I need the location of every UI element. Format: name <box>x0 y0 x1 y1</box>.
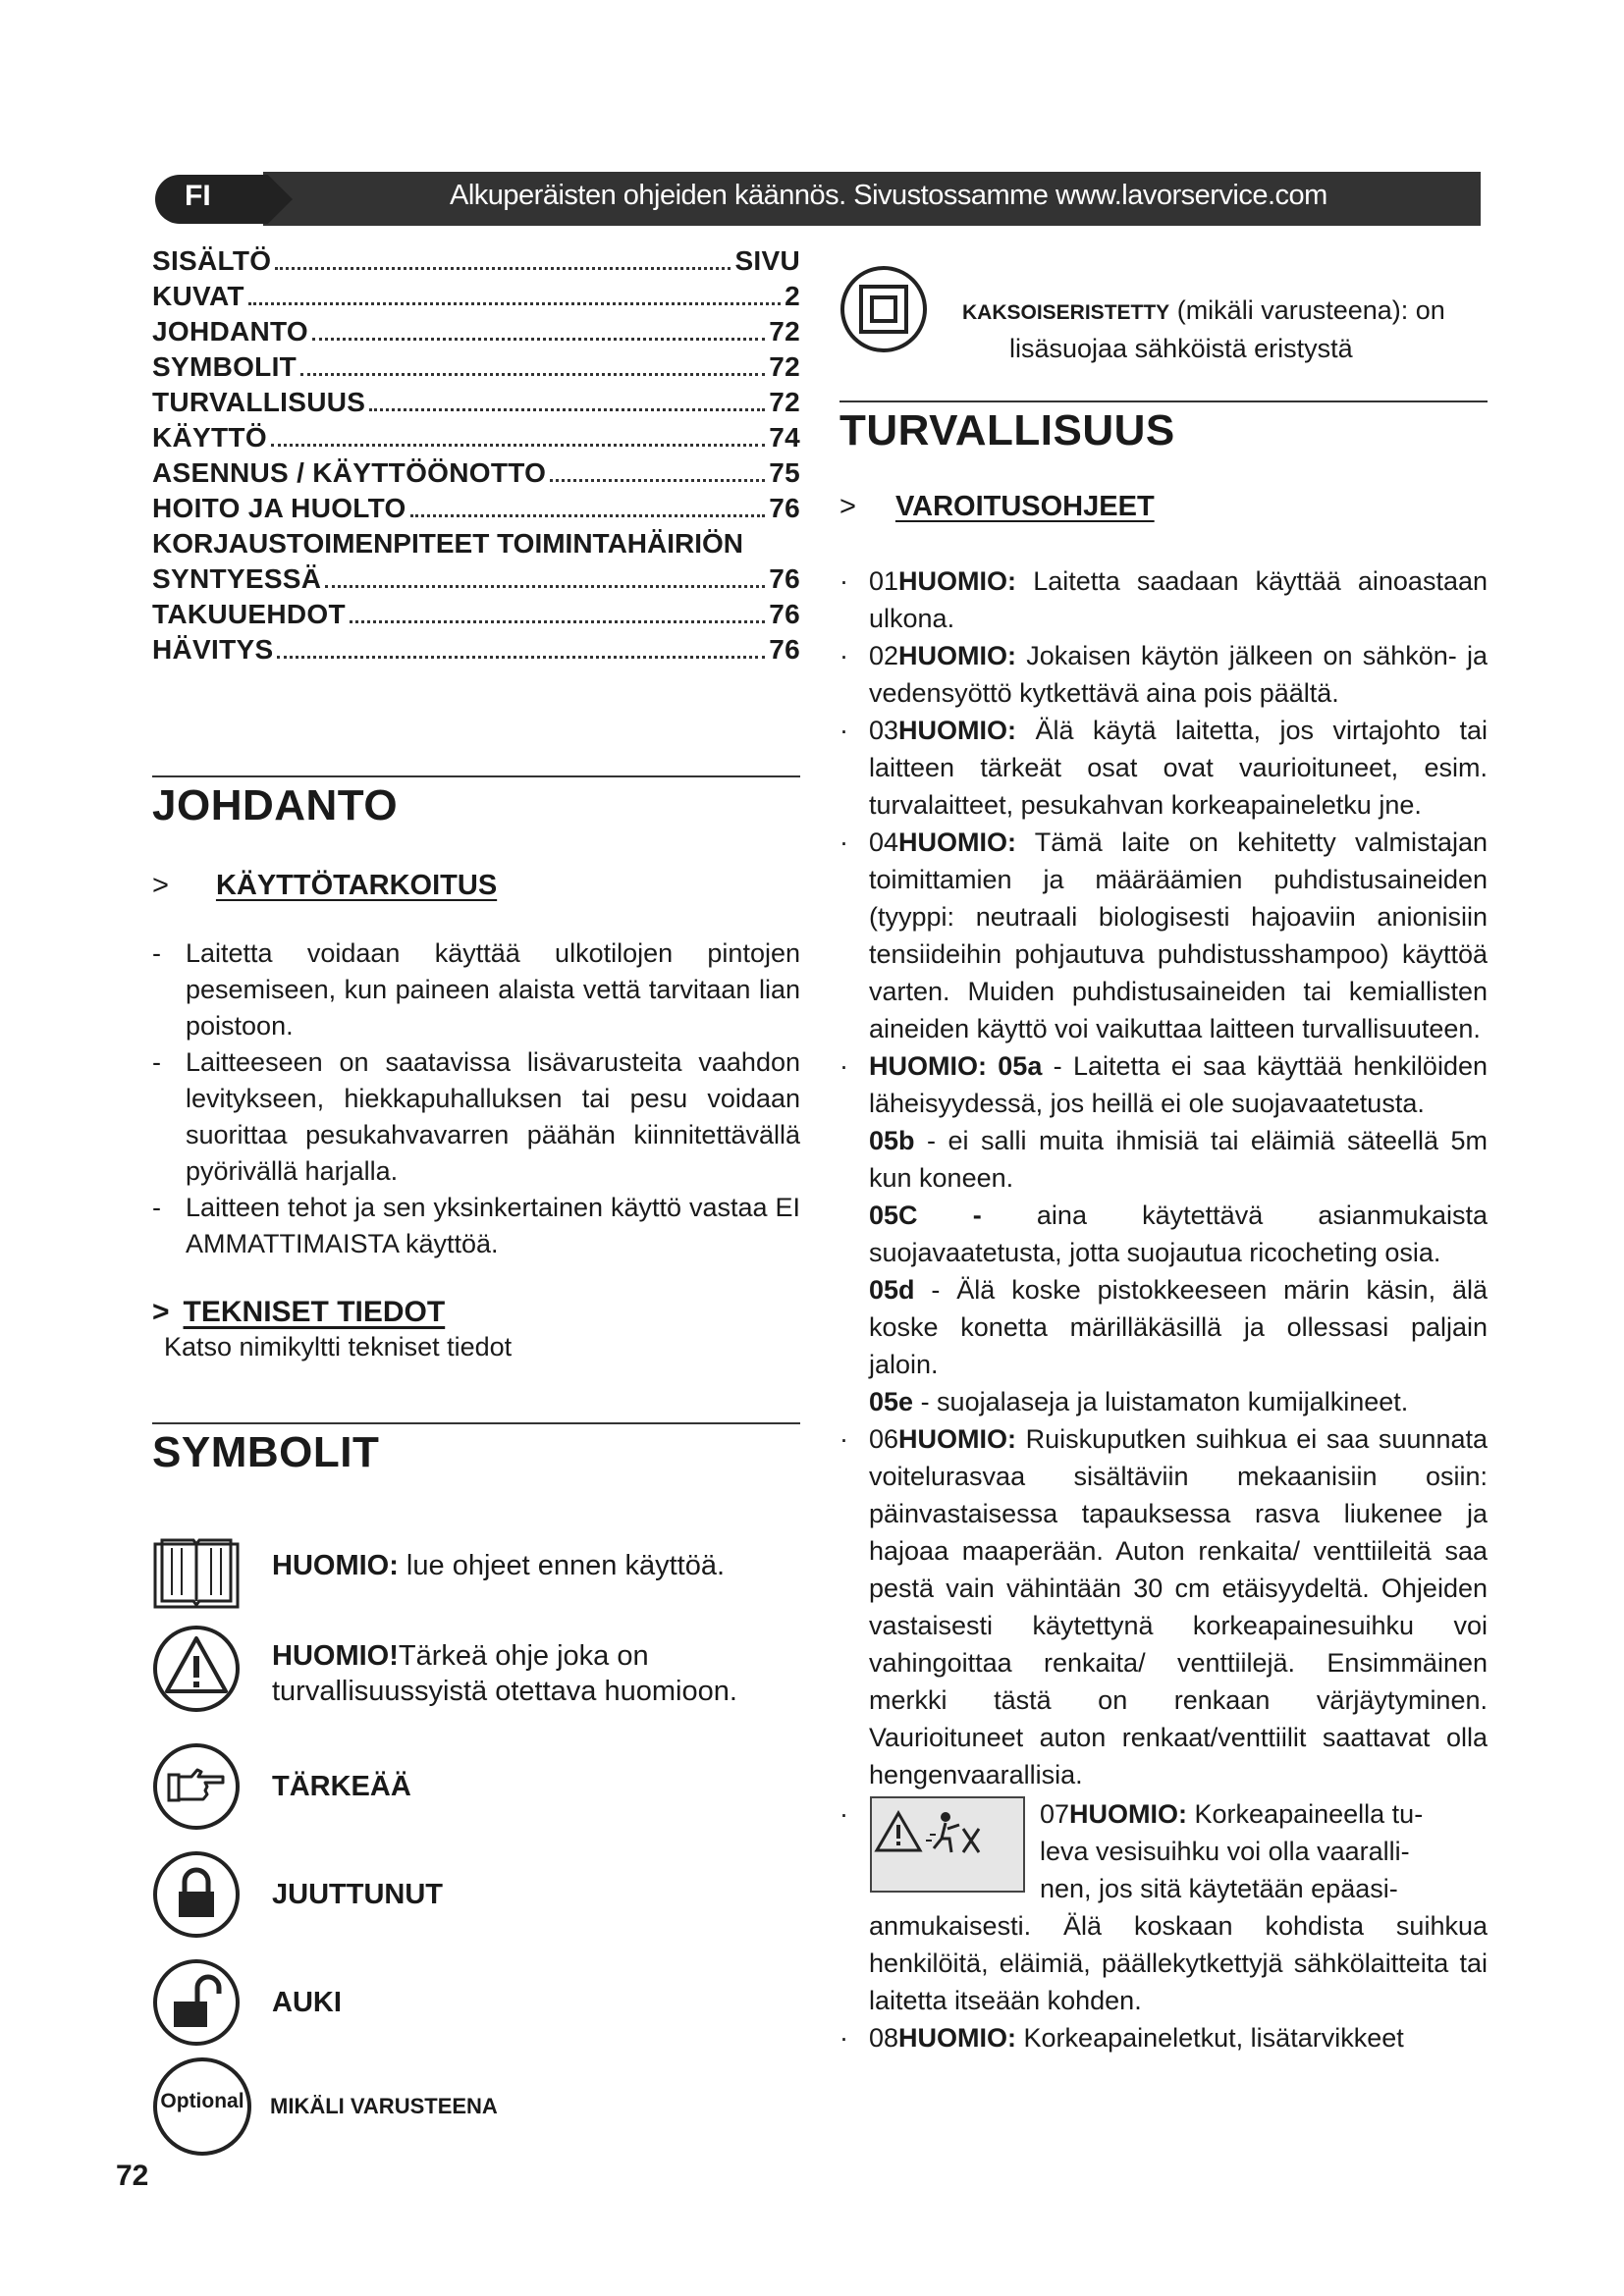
toc-title: SISÄLTÖ <box>152 245 272 276</box>
toc-item-page: 72 <box>769 351 800 382</box>
bullet: · <box>839 1051 848 1081</box>
warning-label: HUOMIO: <box>898 828 1017 857</box>
bullet: · <box>839 2023 848 2053</box>
header-text: Alkuperäisten ohjeiden käännös. Sivustossamme www.lavorservice.com <box>450 180 1327 211</box>
warning-sub-text: aina käytettävä asianmukaista suojavaatetusta, jotta suojautua ricocheting osia. <box>869 1201 1488 1267</box>
double-insulation-text-2: lisäsuojaa sähköistä eristystä <box>1009 334 1353 363</box>
warning-triangle-icon <box>152 1625 241 1713</box>
list-item-text: Laitetta voidaan käyttää ulkotilojen pintojen pesemiseen, kun paineen alaista vettä tarvitaan lian poistoon. <box>186 938 800 1041</box>
bullet: · <box>839 828 848 857</box>
warning-text: Älä käytä laitetta, jos virtajohto tai laitteen tärkeät osat ovat vaurioituneet, esim. turvalaitteet, pesukahvan korkeapaineletku jne. <box>869 716 1488 820</box>
tech-text: Katso nimikyltti tekniset tiedot <box>164 1332 513 1362</box>
dash-marker: - <box>152 1193 161 1222</box>
spray-hazard-pictogram-icon <box>869 1795 1026 1894</box>
toc-item-label: SYNTYESSÄ <box>152 563 322 594</box>
tech-title <box>152 1296 800 1329</box>
list-item-text: Laitteen tehot ja sen yksinkertainen käyttö vastaa EI AMMATTIMAISTA käyttöä. <box>186 1193 800 1258</box>
symbol-label-text: lue ohjeet ennen käyttöä. <box>398 1549 726 1581</box>
language-code: FI <box>185 180 211 212</box>
warning-text: - Laitetta ei saa käyttää henkilöiden läheisyydessä, jos heillä ei ole suojavaatetusta. <box>869 1051 1488 1118</box>
toc-item <box>152 349 800 385</box>
toc-item <box>152 455 800 491</box>
warning-number: 07 <box>1040 1799 1070 1829</box>
symbol-label-text: Tärkeä ohje joka on turvallisuussyistä otettava huomioon. <box>272 1640 737 1707</box>
warning-label: HUOMIO: <box>898 716 1017 745</box>
bullet: · <box>839 566 848 596</box>
warning-sub-label: 05C - <box>869 1201 982 1230</box>
table-of-contents <box>152 243 800 667</box>
list-item <box>152 1044 800 1190</box>
toc-item-label-line1: KORJAUSTOIMENPITEET TOIMINTAHÄIRIÖN <box>152 528 744 559</box>
dash-marker: - <box>152 938 161 968</box>
section-title-johdanto: JOHDANTO <box>152 781 399 829</box>
toc-item-page: 76 <box>769 563 800 594</box>
warning-sub-text: - suojalaseja ja luistamaton kumijalkineet. <box>913 1387 1409 1416</box>
toc-item-page: 2 <box>785 281 800 311</box>
symbol-label: JUUTTUNUT <box>272 1878 443 1910</box>
toc-item-page: 75 <box>769 457 800 488</box>
toc-item-label: KÄYTTÖ <box>152 422 267 453</box>
language-badge <box>155 175 293 224</box>
warning-number: 02 <box>869 641 899 670</box>
section-divider <box>839 400 1488 402</box>
section-divider <box>152 1422 800 1424</box>
toc-item-page: 76 <box>769 493 800 523</box>
warning-label: HUOMIO: <box>898 2023 1017 2053</box>
symbol-label-bold: HUOMIO: <box>272 1549 399 1581</box>
bullet: · <box>839 716 848 745</box>
double-insulation-label: KAKSOISERISTETTY <box>962 301 1170 324</box>
warning-07 <box>839 1795 1488 2019</box>
warning-06 <box>839 1420 1488 1793</box>
symbol-label: TÄRKEÄÄ <box>272 1770 411 1802</box>
toc-item-page: 76 <box>769 634 800 665</box>
symbol-row <box>152 1526 725 1615</box>
warning-number: 08 <box>869 2023 899 2053</box>
symbol-row <box>152 2056 498 2157</box>
toc-item <box>152 561 800 597</box>
warning-text: leva vesisuihku voi olla vaaralli- <box>1040 1837 1410 1866</box>
warning-05 <box>839 1047 1488 1420</box>
warning-sub-text: - ei salli muita ihmisiä tai eläimiä säteellä 5m kun koneen. <box>869 1126 1488 1193</box>
dash-marker: - <box>152 1047 161 1077</box>
symbol-label <box>272 1550 725 1582</box>
symbol-row <box>152 1742 411 1831</box>
toc-item <box>152 385 800 420</box>
toc-item-page: 76 <box>769 599 800 629</box>
right-column <box>839 400 1488 2056</box>
toc-item <box>152 279 800 314</box>
warning-sub-label: 05e <box>869 1387 914 1416</box>
section-divider <box>152 775 800 777</box>
warning-text: Korkeapaineletkut, lisätarvikkeet <box>1016 2023 1404 2053</box>
warning-number: 01 <box>869 566 899 596</box>
subsection-label: KÄYTTÖTARKOITUS <box>215 870 498 901</box>
subsection-marker: > <box>152 1296 170 1328</box>
tech-title-label: TEKNISET TIEDOT <box>183 1296 446 1328</box>
section-title-turvallisuus: TURVALLISUUS <box>839 406 1175 454</box>
toc-item-label: ASENNUS / KÄYTTÖÖNOTTO <box>152 457 547 488</box>
page-header <box>155 172 1481 226</box>
subsection-title <box>152 870 800 902</box>
symbol-label-bold: HUOMIO! <box>272 1640 399 1672</box>
toc-item-page: 74 <box>769 422 800 453</box>
warning-label: HUOMIO: <box>898 1424 1017 1454</box>
toc-item-page: 72 <box>769 316 800 347</box>
list-item <box>152 1190 800 1262</box>
toc-item-label: SYMBOLIT <box>152 351 298 382</box>
warning-01 <box>839 562 1488 637</box>
warning-sub-label: 05d <box>869 1275 915 1305</box>
symbol-label <box>272 1638 783 1709</box>
book-icon <box>152 1526 241 1615</box>
toc-item <box>152 420 800 455</box>
toc-item-label: JOHDANTO <box>152 316 309 347</box>
warning-text: Ruiskuputken suihkua ei saa suunnata voitelurasvaa sisältäviin mekaanisiin osiin: päinvastaisessa tapauksessa rasva liukenee ja hajoaa maaperään. Auton renkaita/ venttiileitä saa pestä vain vähintään 30 cm etäisyydeltä. Ohjeiden vastaisesti käytettynä korkeapainesuihku voi vahingoittaa renkaita/ venttiilejä. Ensimmäinen merkki tästä on renkaan värjäytyminen. Vaurioituneet auton renkaat/venttiilit saattavat olla hengenvaarallisia. <box>869 1424 1488 1789</box>
warning-text: Tämä laite on kehitetty valmistajan toimittamien ja määräämien puhdistusaineiden (tyyppi: neutraali biologisesti hajoaviin anionisiin tensiideihin pohjautuva puhdistusshampoo) käyttöä varten. Muiden puhdistusaineiden tai kemiallisten aineiden käyttö voi vaikuttaa laitteen turvallisuuteen. <box>869 828 1488 1043</box>
toc-item-label: HOITO JA HUOLTO <box>152 493 406 523</box>
warning-02 <box>839 637 1488 712</box>
warning-text: anmukaisesti. Älä koskaan kohdista suihkua henkilöitä, eläimiä, päällekytkettyjä sähkölaitteita tai laitetta itseään kohden. <box>869 1911 1488 2015</box>
optional-badge-text: Optional <box>160 2090 244 2112</box>
subsection-marker: > <box>839 491 856 522</box>
warning-08 <box>839 2019 1488 2056</box>
warning-03 <box>839 712 1488 824</box>
subsection-title <box>839 491 1488 523</box>
warning-text: Korkeapaineella tu- <box>1187 1799 1424 1829</box>
warning-number: 03 <box>869 716 899 745</box>
warning-sub-text: - Älä koske pistokkeeseen märin käsin, älä koske konetta märilläkäsillä ja ollessasi paljain jaloin. <box>869 1275 1488 1379</box>
bullet: · <box>839 641 848 670</box>
toc-page-label: SIVU <box>734 245 800 276</box>
toc-item-label: KUVAT <box>152 281 244 311</box>
list-item <box>152 935 800 1044</box>
toc-item-label: TURVALLISUUS <box>152 387 366 417</box>
bullet: · <box>839 1424 848 1454</box>
toc-item-label: TAKUUEHDOT <box>152 599 346 629</box>
double-insulation-row <box>839 265 928 353</box>
warning-label: HUOMIO: <box>1069 1799 1188 1829</box>
toc-header <box>152 243 800 279</box>
symbol-row <box>152 1958 342 2047</box>
warning-number: 04 <box>869 828 899 857</box>
warning-label: HUOMIO: <box>898 641 1017 670</box>
double-insulation-text-1: (mikäli varusteena): on <box>1169 295 1445 325</box>
warning-04 <box>839 824 1488 1047</box>
pointing-hand-icon <box>152 1742 241 1831</box>
warning-text: Laitetta saadaan käyttää ainoastaan ulkona. <box>869 566 1488 633</box>
symbol-label: AUKI <box>272 1986 342 2018</box>
warning-label: HUOMIO: 05a <box>869 1051 1043 1081</box>
symbol-label: MIKÄLI VARUSTEENA <box>270 2094 498 2118</box>
toc-item-page: 72 <box>769 387 800 417</box>
left-column <box>152 243 800 1477</box>
warning-label: HUOMIO: <box>898 566 1017 596</box>
optional-badge-icon <box>152 2056 252 2157</box>
toc-item <box>152 491 800 526</box>
toc-item-label: HÄVITYS <box>152 634 274 665</box>
toc-item <box>152 314 800 349</box>
bullet: · <box>839 1799 848 1829</box>
section-title-symbolit: SYMBOLIT <box>152 1428 380 1476</box>
unlocked-padlock-icon <box>152 1958 241 2047</box>
locked-padlock-icon <box>152 1850 241 1939</box>
toc-item <box>152 632 800 667</box>
warning-text: Jokaisen käytön jälkeen on sähkön- ja vedensyöttö kytkettävä aina pois päältä. <box>869 641 1488 708</box>
subsection-label: VAROITUSOHJEET <box>894 491 1155 522</box>
page-number: 72 <box>116 2160 149 2192</box>
warning-text: nen, jos sitä käytetään epäasi- <box>1040 1874 1398 1903</box>
subsection-marker: > <box>152 870 169 901</box>
double-insulated-icon <box>839 265 928 353</box>
warning-sub-label: 05b <box>869 1126 915 1155</box>
double-insulation-text <box>962 293 1483 366</box>
toc-item <box>152 597 800 632</box>
symbol-row <box>152 1850 443 1939</box>
warning-number: 06 <box>869 1424 899 1454</box>
symbol-row <box>152 1625 783 1713</box>
list-item-text: Laitteeseen on saatavissa lisävarusteita vaahdon levitykseen, hiekkapuhalluksen tai pesu voidaan suorittaa pesukahvavarren päähän kiinnitettävällä pyörivällä harjalla. <box>186 1047 800 1186</box>
